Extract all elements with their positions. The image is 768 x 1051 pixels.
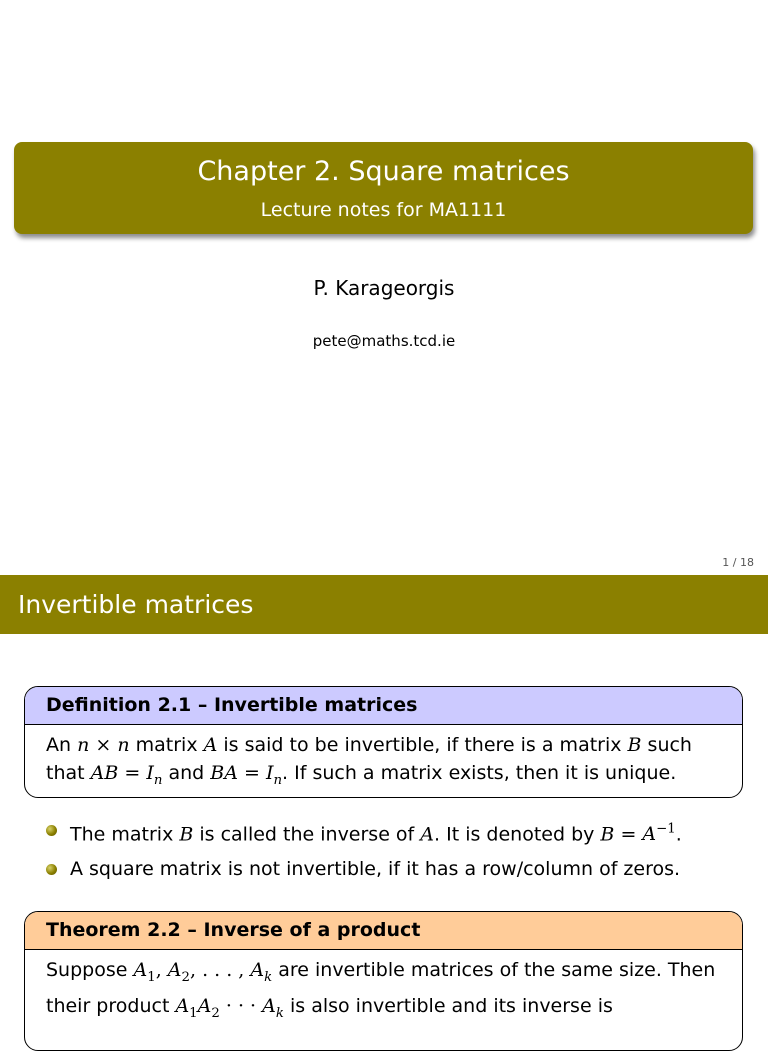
author-name: P. Karageorgis	[313, 276, 455, 300]
list-item: The matrix B is called the inverse of A. It is denoted by $B = A^{-1}$.	[46, 816, 746, 848]
title-banner	[14, 142, 753, 234]
list-item: A square matrix is not invertible, if it has a row/column of zeros.	[46, 855, 746, 883]
definition-heading: Definition 2.1 – Invertible matrices	[25, 687, 742, 725]
theorem-body: Suppose $A_1$, $A_2$, . . . , $A_k$ are invertible matrices of the same size. Then their product $A_1A_2$ · · · $A_k$ is also invertible and its inverse is	[46, 959, 716, 1021]
bullet-icon	[46, 825, 57, 836]
document-subtitle: Lecture notes for MA1111	[260, 199, 507, 221]
math-n-by-n: n	[77, 734, 90, 756]
definition-body: An n × n matrix A is said to be invertible, if there is a matrix B such that AB = $I_n$ and BA = $I_n$. If such a matrix exists, then it is unique.	[46, 734, 692, 788]
theorem-heading: Theorem 2.2 – Inverse of a product	[25, 912, 742, 950]
page-number: 1 / 18	[722, 556, 754, 569]
document-title: Chapter 2. Square matrices	[197, 156, 570, 187]
frame-title: Invertible matrices	[18, 590, 254, 619]
author-email: pete@maths.tcd.ie	[312, 332, 456, 350]
theorem-block	[24, 911, 743, 1051]
frame-title-bar	[0, 575, 768, 634]
bullet-list	[46, 816, 746, 890]
definition-block	[24, 686, 743, 798]
bullet-icon	[46, 864, 57, 875]
